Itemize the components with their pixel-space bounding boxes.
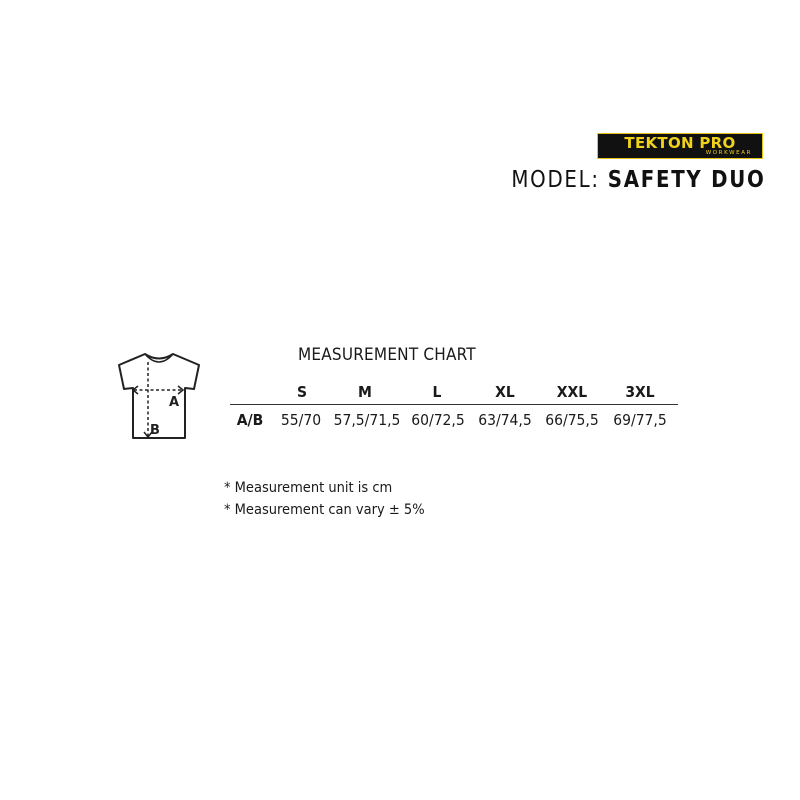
col-header-m: M bbox=[358, 383, 372, 401]
brand-name: TEKTON PRO bbox=[624, 134, 736, 152]
col-header-xl: XL bbox=[495, 383, 515, 401]
brand-tagline: WORKWEAR bbox=[705, 150, 752, 156]
label-b: B bbox=[150, 423, 160, 438]
note-unit: * Measurement unit is cm bbox=[224, 480, 393, 496]
value-s: 55/70 bbox=[280, 411, 322, 429]
size-header-row bbox=[230, 380, 678, 405]
col-header-xxl: XXL bbox=[556, 383, 588, 401]
col-header-3xl: 3XL bbox=[625, 383, 655, 401]
col-header-l: L bbox=[432, 383, 442, 401]
model-prefix: MODEL: bbox=[511, 167, 601, 193]
value-xl: 63/74,5 bbox=[478, 411, 532, 429]
col-header-s: S bbox=[296, 383, 308, 401]
value-l: 60/72,5 bbox=[411, 411, 465, 429]
chart-title: MEASUREMENT CHART bbox=[298, 345, 476, 365]
model-heading bbox=[512, 164, 766, 196]
notes bbox=[224, 477, 425, 521]
value-xxl: 66/75,5 bbox=[545, 411, 599, 429]
value-m: 57,5/71,5 bbox=[333, 411, 401, 429]
tshirt-icon bbox=[116, 350, 200, 442]
brand-logo bbox=[597, 133, 763, 159]
label-a: A bbox=[169, 395, 180, 410]
measurement-row bbox=[230, 408, 678, 432]
row-label: A/B bbox=[236, 411, 264, 429]
model-name: SAFETY DUO bbox=[608, 167, 766, 193]
note-variance: * Measurement can vary ± 5% bbox=[224, 502, 425, 518]
value-3xl: 69/77,5 bbox=[613, 411, 667, 429]
